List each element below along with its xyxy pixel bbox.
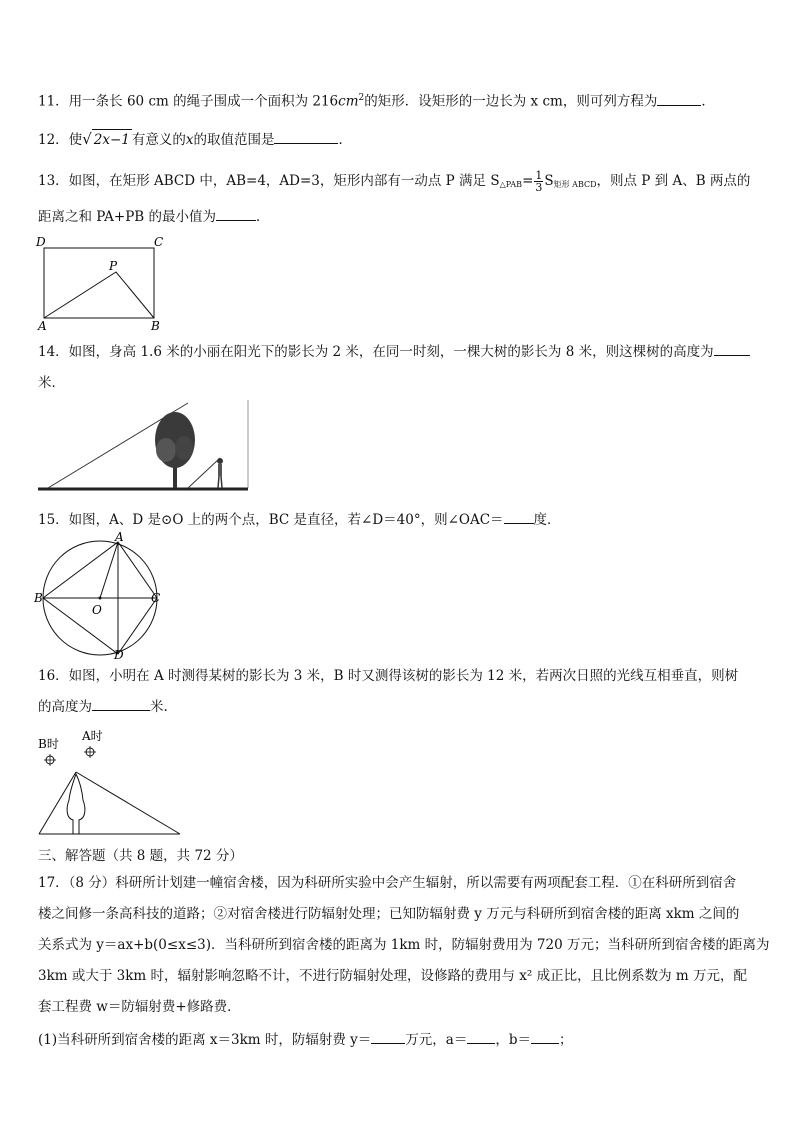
q12-radicand: 2x−1 bbox=[92, 129, 132, 150]
label-p: P bbox=[109, 259, 118, 273]
question-16-line-1 bbox=[38, 666, 738, 686]
q13-fraction bbox=[534, 170, 543, 193]
q17-line2: 楼之间修一条高科技的道路；②对宿舍楼进行防辐射处理；已知防辐射费 y 万元与科研所到宿舍楼的距离 xkm 之间的 bbox=[38, 906, 740, 922]
q11-answer-blank[interactable] bbox=[657, 91, 701, 106]
q17-sub1-d: ； bbox=[559, 1032, 573, 1048]
sun-b-icon bbox=[44, 754, 56, 766]
q12-answer-blank[interactable] bbox=[274, 129, 338, 144]
q17-blank-y[interactable] bbox=[371, 1029, 405, 1044]
q13-eq: = bbox=[522, 173, 534, 189]
q15-answer-blank[interactable] bbox=[504, 509, 534, 524]
question-12: 12．使√ 2x−1 有意义的x的取值范围是 ． bbox=[38, 130, 352, 148]
q15-text-b: 度． bbox=[533, 512, 561, 528]
person-icon bbox=[217, 458, 223, 488]
q12-text-b: 有意义的 bbox=[131, 132, 186, 148]
label-d: D bbox=[114, 648, 124, 660]
q17-sub1-b: 万元，a＝ bbox=[405, 1032, 468, 1048]
label-c: C bbox=[151, 591, 161, 605]
q13-end: ． bbox=[256, 209, 270, 225]
q13-s: S bbox=[544, 173, 554, 189]
question-14-line-2 bbox=[38, 373, 65, 393]
q13-sub2: 矩形 ABCD bbox=[553, 180, 597, 189]
question-13-line-1 bbox=[38, 170, 750, 195]
label-b: B bbox=[151, 319, 160, 332]
q17-sub1-a: (1)当科研所到宿舍楼的距离 x＝3km 时，防辐射费 y＝ bbox=[38, 1032, 372, 1048]
question-11 bbox=[38, 88, 715, 112]
sun-ray-b bbox=[76, 772, 180, 834]
sun-ray-person bbox=[188, 458, 220, 488]
section-3-title bbox=[38, 846, 243, 866]
label-o: O bbox=[92, 603, 102, 617]
q13-text-a: 13．如图，在矩形 ABCD 中，AB=4，AD=3，矩形内部有一动点 P 满足 S bbox=[38, 173, 500, 189]
q13-line2: 距离之和 PA+PB 的最小值为 bbox=[38, 209, 216, 225]
q17-line5: 套工程费 w＝防辐射费+修路费． bbox=[38, 999, 241, 1015]
section-3-title-text: 三、解答题（共 8 题，共 72 分） bbox=[38, 848, 243, 864]
q17-sub1-c: ，b＝ bbox=[495, 1032, 532, 1048]
question-14-line-1 bbox=[38, 341, 750, 362]
q17-line3: 关系式为 y＝ax+b(0≤x≤3)．当科研所到宿舍楼的距离为 1km 时，防辐射费用为 720 万元；当科研所到宿舍楼的距离为 bbox=[38, 937, 770, 953]
q13-answer-blank[interactable] bbox=[216, 206, 256, 221]
question-17-line-5 bbox=[38, 997, 241, 1017]
q12-end: ． bbox=[338, 132, 352, 148]
triangle-pab bbox=[44, 272, 154, 318]
q11-sup: 2 bbox=[358, 93, 365, 103]
label-a-time: A时 bbox=[82, 729, 103, 743]
label-c: C bbox=[154, 235, 164, 249]
q17-line1: 17．（8 分）科研所计划建一幢宿舍楼，因为科研所实验中会产生辐射，所以需要有两项配套工程．①在科研所到宿舍 bbox=[38, 875, 737, 891]
label-d: D bbox=[36, 235, 46, 249]
circle-figure bbox=[34, 532, 164, 660]
q17-line4: 3km 或大于 3km 时，辐射影响忽略不计，不进行防辐射处理，设修路的费用与 x² 成正比，且比例系数为 m 万元，配 bbox=[38, 968, 748, 984]
q16-line2-b: 米. bbox=[150, 699, 168, 715]
q13-sub1: △PAB bbox=[499, 180, 523, 189]
q12-var: x bbox=[185, 132, 194, 148]
radius-oa bbox=[100, 542, 118, 598]
q11-text-b: 的矩形．设矩形的一边长为 x cm，则可列方程为 bbox=[364, 93, 658, 110]
q13-text-b: ，则点 P 到 A、B 两点的 bbox=[596, 173, 751, 189]
q13-den: 3 bbox=[535, 181, 543, 194]
q12-text-a: 12．使 bbox=[38, 132, 83, 148]
q13-num: 1 bbox=[535, 169, 543, 182]
q17-blank-a[interactable] bbox=[467, 1029, 495, 1044]
q15-text-a: 15．如图，A、D 是⊙O 上的两个点，BC 是直径，若∠D＝40°，则∠OAC＝ bbox=[38, 512, 504, 528]
question-17-line-3 bbox=[38, 935, 769, 955]
tree-shadow-figure bbox=[38, 400, 250, 498]
q11-text-a: 11．用一条长 60 cm 的绳子围成一个面积为 216 bbox=[38, 93, 339, 110]
tree-icon bbox=[155, 412, 195, 488]
q14-line1: 14．如图，身高 1.6 米的小丽在阳光下的影长为 2 米，在同一时刻，一棵大树的影长为 8 米，则这棵树的高度为 bbox=[38, 344, 714, 360]
question-16-line-2 bbox=[38, 696, 168, 717]
label-a: A bbox=[115, 532, 124, 544]
question-17-line-2 bbox=[38, 904, 739, 924]
label-b: B bbox=[34, 591, 43, 605]
question-17-line-1 bbox=[38, 873, 736, 893]
q14-answer-blank[interactable] bbox=[714, 341, 750, 356]
question-17-line-4 bbox=[38, 966, 747, 986]
q12-text-c: 的取值范围是 bbox=[193, 132, 275, 148]
question-13-line-2 bbox=[38, 206, 270, 227]
center-point bbox=[99, 597, 102, 600]
tree-two-shadows-figure bbox=[36, 728, 186, 838]
sun-ray-a bbox=[39, 772, 76, 834]
question-17-sub-1 bbox=[38, 1029, 573, 1050]
rectangle-figure bbox=[34, 232, 174, 332]
label-b-time: B时 bbox=[38, 737, 59, 751]
q16-line1: 16．如图，小明在 A 时测得某树的影长为 3 米，B 时又测得该树的影长为 12 米，若两次日照的光线互相垂直，则树 bbox=[38, 668, 739, 684]
q16-line2-a: 的高度为 bbox=[38, 699, 92, 715]
q11-unit: cm bbox=[338, 93, 359, 110]
q14-line2: 米． bbox=[38, 375, 65, 391]
sun-a-icon bbox=[84, 746, 96, 758]
q17-blank-b[interactable] bbox=[531, 1029, 559, 1044]
label-a: A bbox=[38, 319, 47, 332]
q11-end: ． bbox=[701, 93, 715, 110]
question-15 bbox=[38, 509, 561, 530]
q16-answer-blank[interactable] bbox=[92, 696, 150, 711]
